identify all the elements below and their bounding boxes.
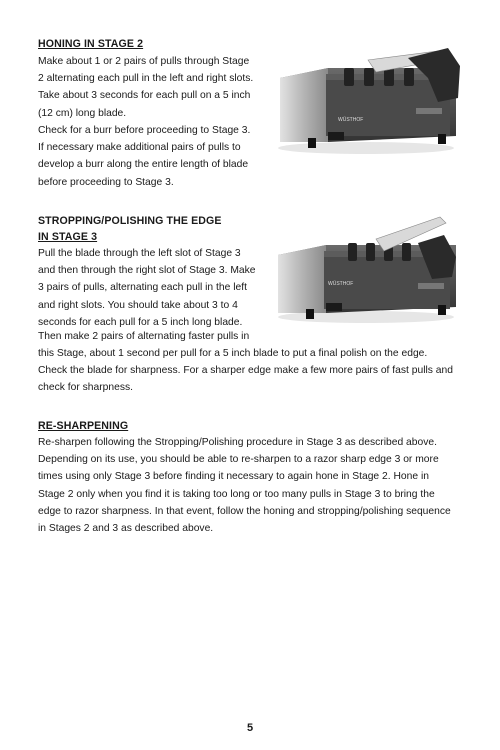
brand-label: WÜSTHOF bbox=[338, 117, 364, 123]
stropping-paragraph-2: Then make 2 pairs of alternating faster pulls in this Stage, about 1 second per pull for a 5 inch blade to put a final polish on the edge. bbox=[38, 331, 428, 360]
knife-sharpener-photo-1 bbox=[268, 38, 464, 160]
stropping-paragraph-1: Pull the blade through the left slot of Stage 3 and then through the right slot of Stage 3. Make 3 pairs of pulls, alternating each pull in the left and right slots. You should take about 3 to 4 seconds for each pull for a 5 inch long blade. bbox=[38, 248, 256, 328]
sharpener-illustration-1 bbox=[268, 38, 464, 160]
honing-paragraph-2: Check for a burr before proceeding to Stage 3. If necessary make additional pairs of pulls to develop a burr along the entire length of blade before proceeding to Stage 3. bbox=[38, 125, 251, 188]
heading-re-sharpening: RE-SHARPENING bbox=[38, 420, 129, 432]
heading-honing-stage-2: HONING IN STAGE 2 bbox=[38, 38, 144, 50]
re-sharpening-paragraph: Re-sharpen following the Stropping/Polishing procedure in Stage 3 as described above. Depending on its use, you should be able to re-sharpen to a razor sharp edge 3 or more times using only Stage 3 before finding it necessary to again hone in Stage 2. Hone in Stage 2 only when you find it is taking too long or too many pulls in Stage 3 to bring the edge to razor sharpness. In that event, follow the honing and stropping/polishing sequence in Stages 2 and 3 as described above. bbox=[38, 437, 451, 535]
honing-paragraph-1: Make about 1 or 2 pairs of pulls through Stage 2 alternating each pull in the left and right slots. Take about 3 seconds for each pull on a 5 inch (12 cm) long blade. bbox=[38, 56, 254, 119]
brand-label: WÜSTHOF bbox=[328, 281, 354, 287]
stropping-paragraph-3: Check the blade for sharpness. For a sharper edge make a few more pairs of fast pulls and check for sharpness. bbox=[38, 365, 453, 394]
heading-stropping-polishing: STROPPING/POLISHING THE EDGE IN STAGE 3 bbox=[38, 215, 222, 243]
knife-sharpener-photo-2 bbox=[268, 213, 464, 327]
sharpener-illustration-2 bbox=[268, 213, 464, 327]
page-number: 5 bbox=[246, 722, 254, 734]
